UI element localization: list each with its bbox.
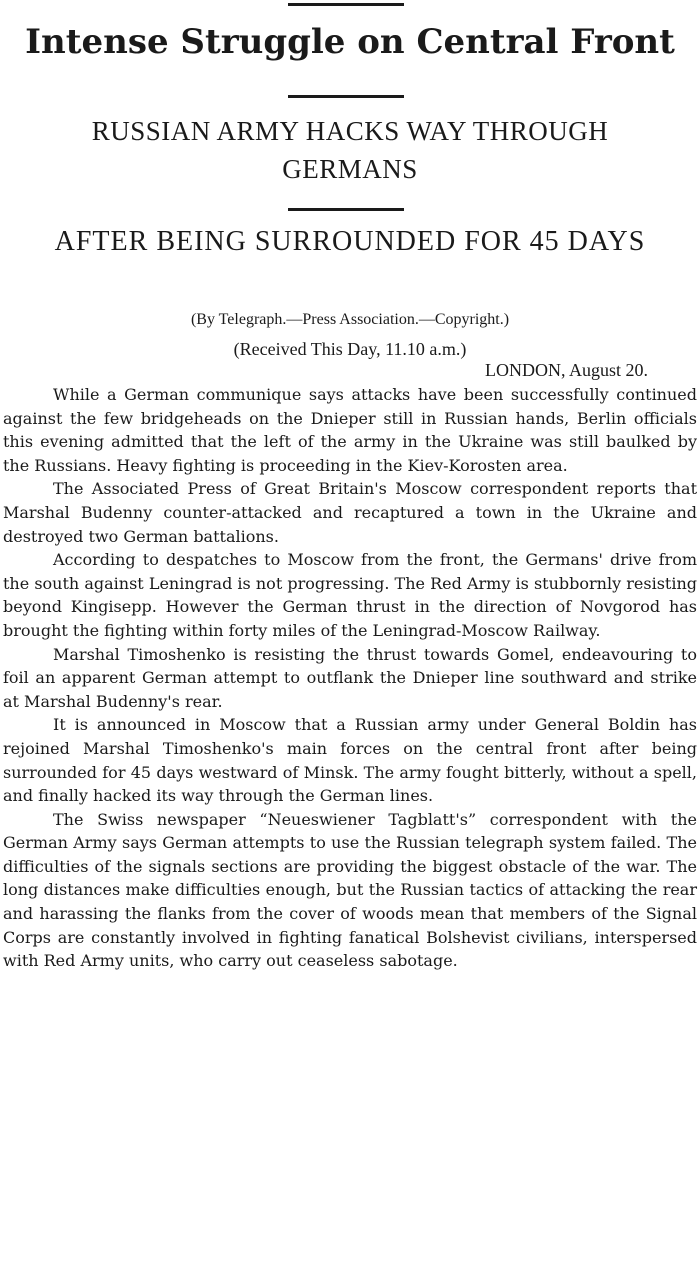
subheadline: RUSSIAN ARMY HACKS WAY THROUGH GERMANS bbox=[91, 116, 609, 184]
paragraph: Marshal Timoshenko is resisting the thrust towards Gomel, endeavouring to foil an apparent German attempt to outflank the Dnieper line southward and strike at Marshal Budenny's rear. bbox=[3, 644, 697, 711]
credit-line: (By Telegraph.—Press Association.—Copyright.) bbox=[190, 311, 510, 328]
deck: AFTER BEING SURROUNDED FOR 45 DAYS bbox=[54, 226, 646, 257]
paragraph: While a German communique says attacks have been successfully continued against the few bridgeheads on the Dnieper still in Russian hands, Berlin officials this evening admitted that the left of the army in the Ukraine was still baulked by the Russians. Heavy fighting is proceeding in the Kiev-Korosten area. bbox=[3, 385, 697, 475]
top-rule bbox=[288, 3, 404, 6]
paragraph: According to despatches to Moscow from the front, the Germans' drive from the south against Leningrad is not progressing. The Red Army is stubbornly resisting beyond Kingisepp. However the German thrust in the direction of Novgorod has brought the fighting within forty miles of the Leningrad-Moscow Railway. bbox=[3, 550, 697, 640]
article-body bbox=[3, 383, 697, 973]
dateline: LONDON, August 20. bbox=[484, 360, 648, 380]
paragraph: The Associated Press of Great Britain's Moscow correspondent reports that Marshal Budenny counter-attacked and recaptured a town in the Ukraine and destroyed two German battalions. bbox=[3, 479, 697, 546]
received-line: (Received This Day, 11.10 a.m.) bbox=[233, 339, 467, 359]
paragraph: The Swiss newspaper “Neueswiener Tagblatt's” correspondent with the German Army says German attempts to use the Russian telegraph system failed. The difficulties of the signals sections are providing the biggest obstacle of the war. The long distances make difficulties enough, but the Russian tactics of attacking the rear and harassing the flanks from the cover of woods mean that members of the Signal Corps are constantly involved in fighting fanatical Bolshevist civilians, interspersed with Red Army units, who carry out ceaseless sabotage. bbox=[3, 809, 697, 971]
paragraph: It is announced in Moscow that a Russian army under General Boldin has rejoined Marshal Timoshenko's main forces on the central front after being surrounded for 45 days westward of Minsk. The army fought bitterly, without a spell, and finally hacked its way through the German lines. bbox=[3, 715, 697, 806]
rule-below-subheadline bbox=[288, 208, 404, 211]
headline: Intense Struggle on Central Front bbox=[25, 22, 675, 62]
rule-below-headline bbox=[288, 95, 404, 98]
